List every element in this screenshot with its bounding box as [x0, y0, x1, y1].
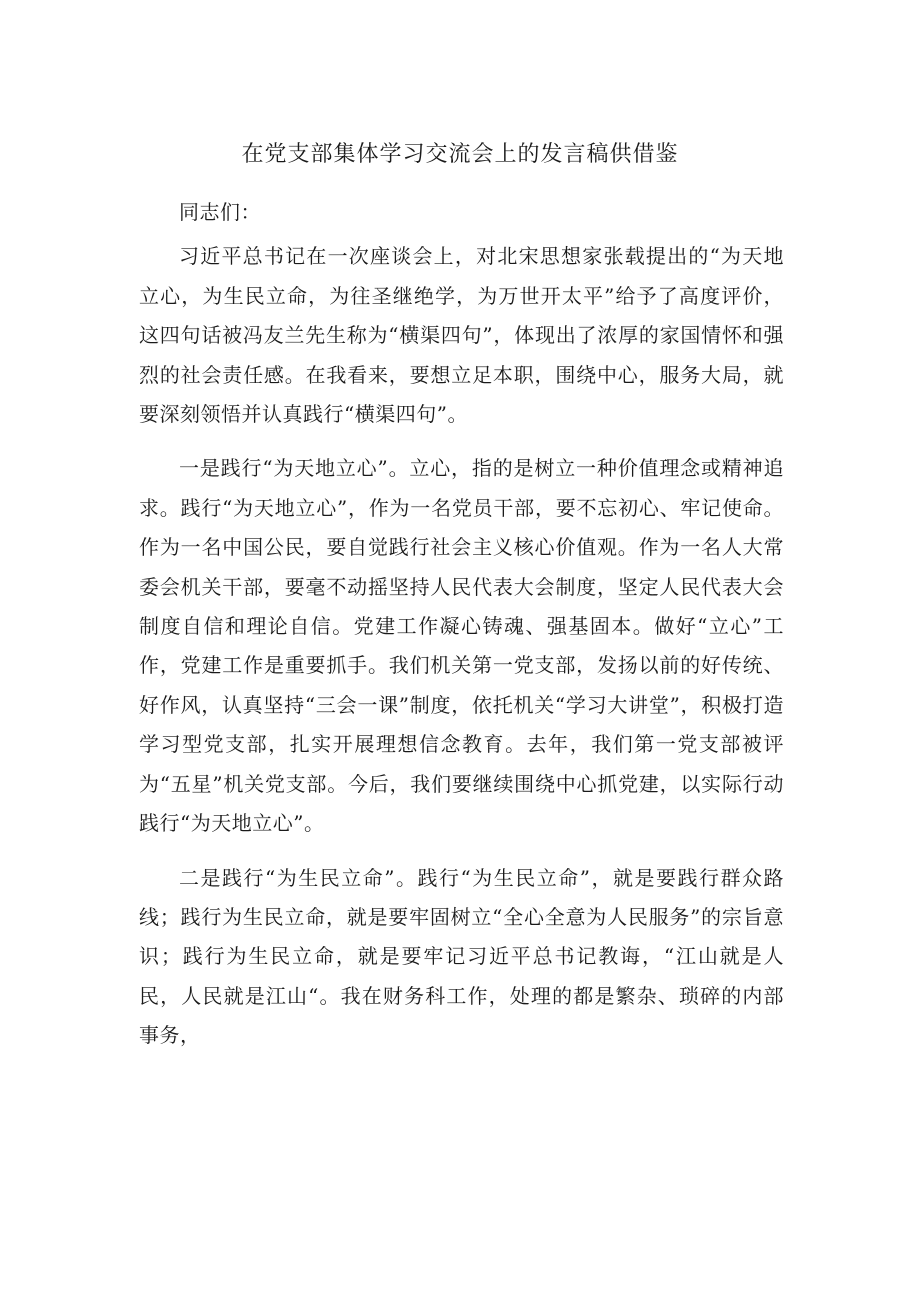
- document-title: 在党支部集体学习交流会上的发言稿供借鉴: [241, 142, 679, 167]
- paragraph-first-point: 一是践行“为天地立心”。立心，指的是树立一种价值理念或精神追求。践行“为天地立心”，作为一名党员干部，要不忘初心、牢记使命。作为一名中国公民，要自觉践行社会主义核心价值观。作为一名人大常委会机关干部，要毫不动摇坚持人民代表大会制度，坚定人民代表大会制度自信和理论自信。党建工作凝心铸魂、强基固本。做好“立心”工作，党建工作是重要抓手。我们机关第一党支部，发扬以前的好传统、好作风，认真坚持“三会一课”制度，依托机关“学习大讲堂”，积极打造学习型党支部，扎实开展理想信念教育。去年，我们第一党支部被评为“五星”机关党支部。今后，我们要继续围绕中心抓党建，以实际行动践行“为天地立心”。: [139, 456, 784, 836]
- paragraph-second-point: 二是践行“为生民立命”。践行“为生民立命”，就是要践行群众路线；践行为生民立命，就是要牢固树立“全心全意为人民服务”的宗旨意识；践行为生民立命，就是要牢记习近平总书记教诲，“江山就是人民，人民就是江山“。我在财务科工作，处理的都是繁杂、琐碎的内部事务，: [139, 865, 784, 1048]
- document-body: [139, 193, 784, 1056]
- paragraph-intro: 习近平总书记在一次座谈会上，对北宋思想家张载提出的“为天地立心，为生民立命，为往圣继绝学，为万世开太平”给予了高度评价，这四句话被冯友兰先生称为“横渠四句”，体现出了浓厚的家国情怀和强烈的社会责任感。在我看来，要想立足本职，围绕中心，服务大局，就要深刻领悟并认真践行“横渠四句”。: [139, 244, 784, 427]
- salutation: 同志们：: [179, 200, 261, 224]
